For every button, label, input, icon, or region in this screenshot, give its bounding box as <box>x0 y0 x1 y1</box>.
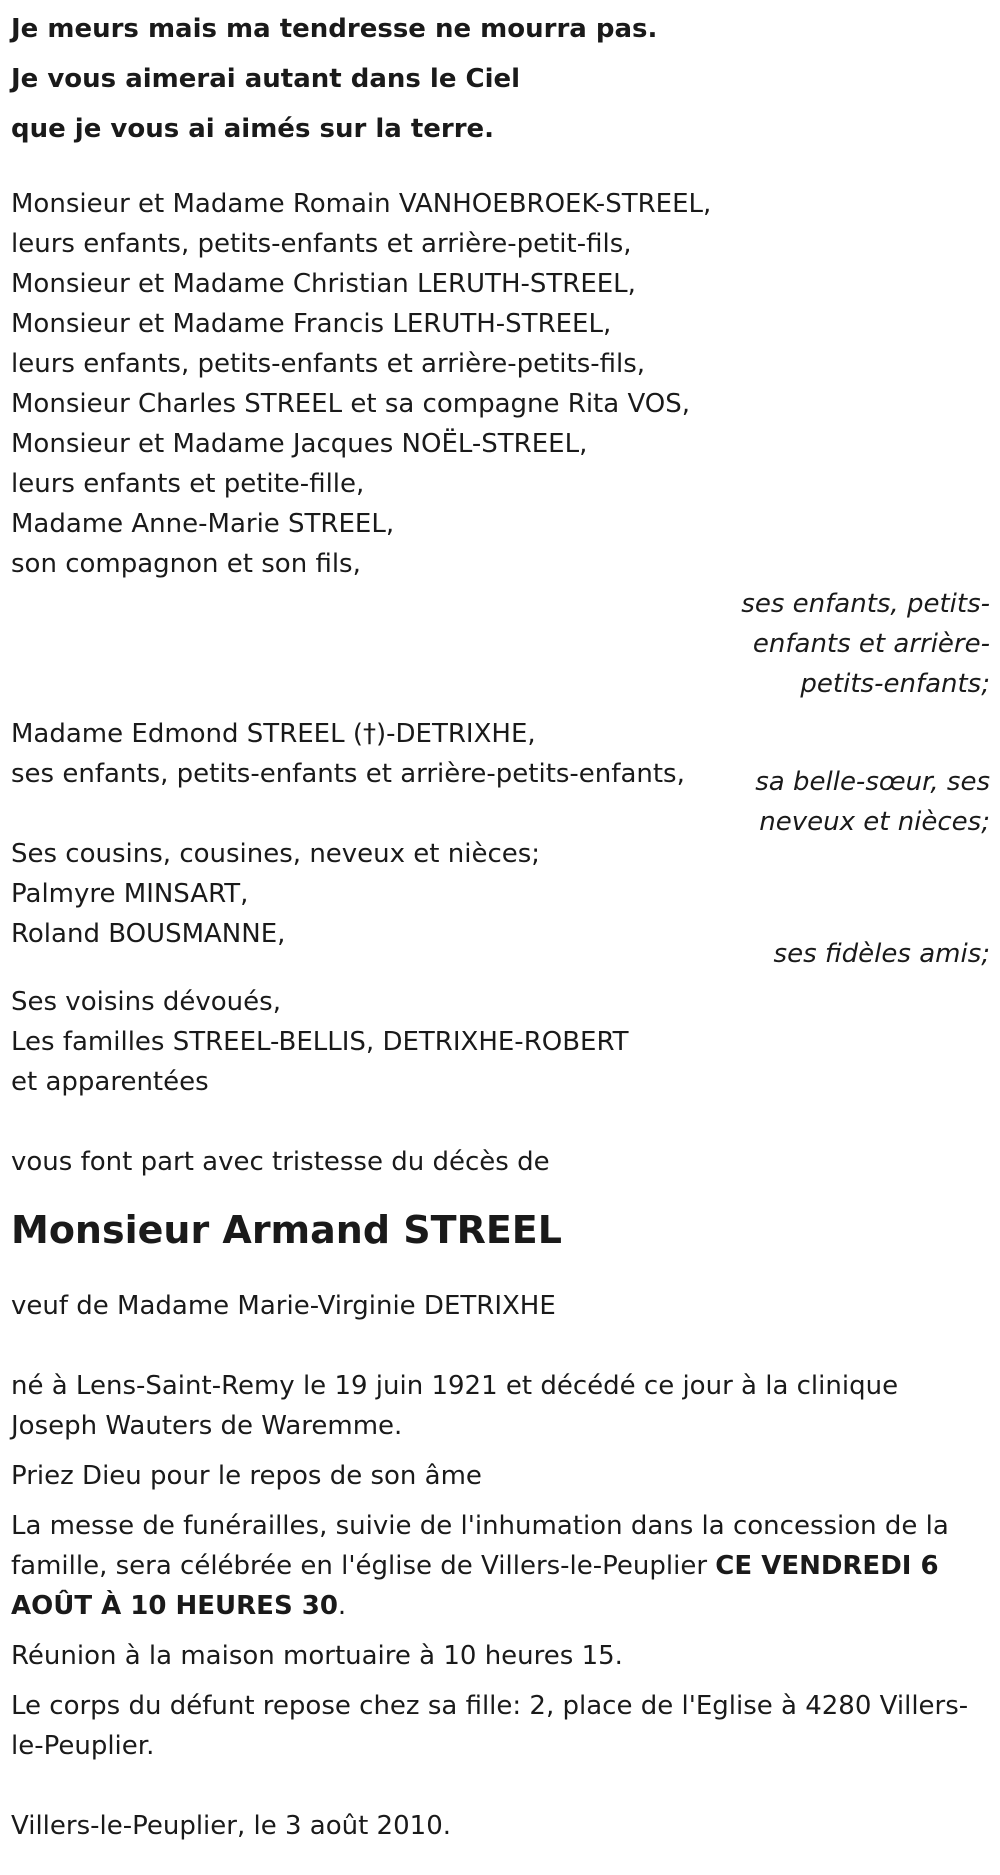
family-group-1 <box>11 184 731 584</box>
family-line: Ses cousins, cousines, neveux et nièces; <box>11 839 541 869</box>
family-line: Madame Edmond STREEL (†)-DETRIXHE, <box>11 719 536 749</box>
funeral-info <box>11 1506 991 1626</box>
family-line: leurs enfants, petits-enfants et arrière-petit-fils, <box>11 229 632 259</box>
family-role: sa belle-sœur, ses neveux et nièces; <box>755 767 990 837</box>
family-line: Monsieur et Madame Romain VANHOEBROEK-STREEL, <box>11 189 712 219</box>
details <box>11 1366 991 1846</box>
family-line: ses enfants, petits-enfants et arrière-petits-enfants, <box>11 759 685 789</box>
place-date: Villers-le-Peuplier, le 3 août 2010. <box>11 1811 451 1841</box>
family-group-3 <box>11 834 990 969</box>
funeral-text: La messe de funérailles, suivie de l'inhumation dans la concession de la famille, sera célébrée en l'église de Villers-le-Peuplier <box>11 1511 949 1581</box>
body-rest: Le corps du défunt repose chez sa fille: 2, place de l'Eglise à 4280 Villers-le-Peuplier. <box>11 1691 969 1761</box>
reunion: Réunion à la maison mortuaire à 10 heures 15. <box>11 1641 623 1671</box>
poem-line: que je vous ai aimés sur la terre. <box>11 114 495 144</box>
prayer: Priez Dieu pour le repos de son âme <box>11 1461 482 1491</box>
birth-death: né à Lens-Saint-Remy le 19 juin 1921 et décédé ce jour à la clinique Joseph Wauters de Waremme. <box>11 1371 899 1441</box>
family-line: Madame Anne-Marie STREEL, <box>11 509 395 539</box>
family-line: son compagnon et son fils, <box>11 549 361 579</box>
widower-of: veuf de Madame Marie-Virginie DETRIXHE <box>11 1291 556 1321</box>
family-line: Monsieur Charles STREEL et sa compagne Rita VOS, <box>11 389 691 419</box>
family-line: et apparentées <box>11 1067 209 1097</box>
family-role: ses enfants, petits-enfants et arrière-petits-enfants; <box>741 589 990 699</box>
family-line: Monsieur et Madame Francis LERUTH-STREEL, <box>11 309 612 339</box>
family-line: Palmyre MINSART, <box>11 879 249 909</box>
announcement: vous font part avec tristesse du décès de <box>11 1147 550 1177</box>
family-line: Monsieur et Madame Jacques NOËL-STREEL, <box>11 429 588 459</box>
poem-line: Je vous aimerai autant dans le Ciel <box>11 64 521 94</box>
poem <box>11 4 990 154</box>
family-group-2 <box>11 714 990 837</box>
poem-line: Je meurs mais ma tendresse ne mourra pas. <box>11 14 658 44</box>
funeral-end: . <box>337 1591 347 1621</box>
family-line: Ses voisins dévoués, <box>11 987 281 1017</box>
family-role: ses fidèles amis; <box>773 939 990 969</box>
family-line: Les familles STREEL-BELLIS, DETRIXHE-ROBERT <box>11 1027 629 1057</box>
family-line: Monsieur et Madame Christian LERUTH-STREEL, <box>11 269 636 299</box>
funeral-date: CE VENDREDI 6 AOÛT À 10 HEURES 30 <box>11 1551 939 1621</box>
family-line: leurs enfants, petits-enfants et arrière-petits-fils, <box>11 349 646 379</box>
family-group-4 <box>11 982 731 1102</box>
deceased-name: Monsieur Armand STREEL <box>11 1208 562 1252</box>
family-line: Roland BOUSMANNE, <box>11 919 286 949</box>
family-line: leurs enfants et petite-fille, <box>11 469 365 499</box>
